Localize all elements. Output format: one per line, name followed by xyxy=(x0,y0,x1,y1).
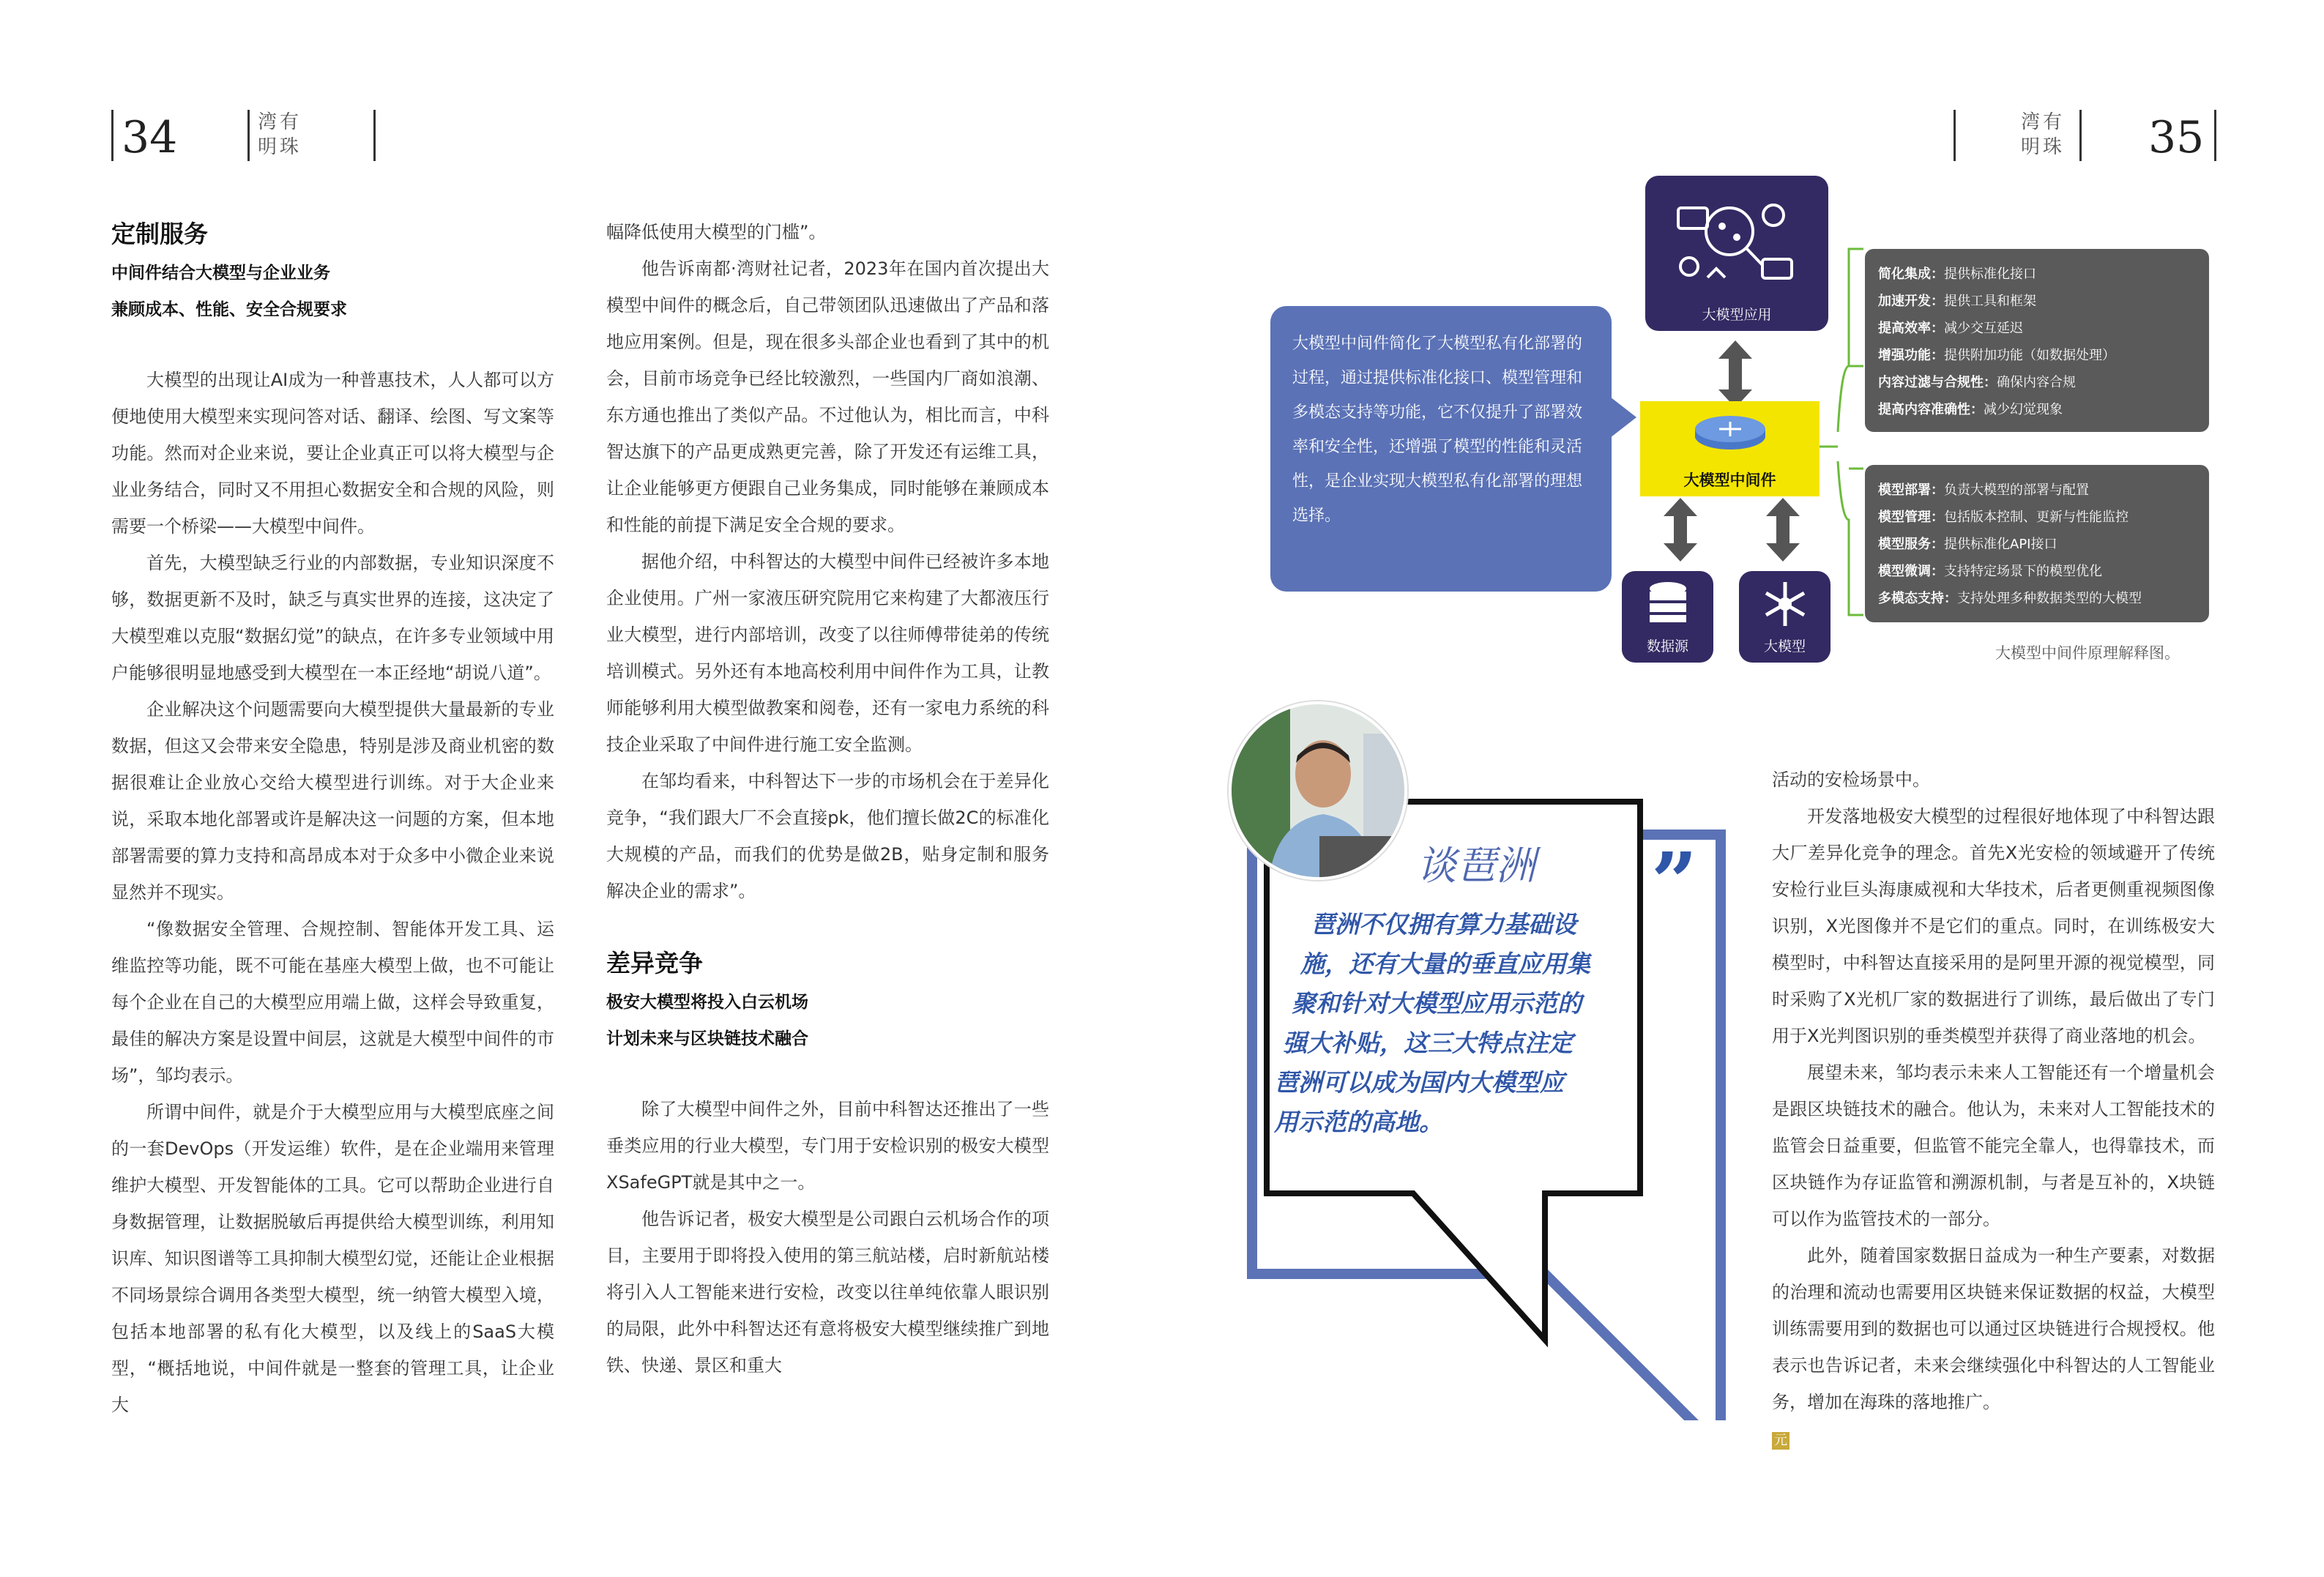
left-header-bar-2 xyxy=(247,110,250,161)
right-page-number: 35 xyxy=(2148,112,2205,163)
left-magazine-logo xyxy=(258,110,302,160)
left-page-number: 34 xyxy=(122,112,178,163)
app-box xyxy=(1645,176,1828,331)
quote-mark: ” xyxy=(1651,835,1698,929)
section-title-custom-service: 定制服务 xyxy=(111,220,208,248)
paragraph: 首先，大模型缺乏行业的内部数据，专业知识深度不够，数据更新不及时，缺乏与真实世界的连接，这决定了大模型难以克服“数据幻觉”的缺点，在许多专业领域中用户能够很明显地感受到大模型在一本正经地“胡说八道”。 xyxy=(111,553,554,683)
snowflake-icon xyxy=(1759,578,1811,630)
quote-line: 琶洲可以成为国内大模型应 xyxy=(1274,1068,1564,1097)
feature-row: 模型部署：负责大模型的部署与配置 xyxy=(1878,482,2089,498)
magazine-line-1: 湾有 xyxy=(2021,111,2066,133)
paragraph: 活动的安检场景中。 xyxy=(1772,769,1930,790)
end-mark: 元 xyxy=(1772,1432,1789,1450)
paragraph: 他告诉记者，极安大模型是公司跟白云机场合作的项目，主要用于即将投入使用的第三航站楼，启时新航站楼将引入人工智能来进行安检，改变以往单纯依靠人眼识别的局限，此外中科智达还有意将极安大模型继续推广到地铁、快递、景区和重大 xyxy=(606,1209,1049,1376)
paragraph: 除了大模型中间件之外，目前中科智达还推出了一些垂类应用的行业大模型，专门用于安检识别的极安大模型XSafeGPT就是其中之一。 xyxy=(606,1099,1049,1193)
quote-line: 聚和针对大模型应用示范的 xyxy=(1292,989,1582,1018)
paragraph: 幅降低使用大模型的门槛”。 xyxy=(606,222,827,242)
feature-row: 多模态支持：支持处理多种数据类型的大模型 xyxy=(1878,591,2142,606)
section-title-differentiation: 差异竞争 xyxy=(606,949,703,977)
right-header-bar-3 xyxy=(2214,110,2216,161)
app-box-label: 大模型应用 xyxy=(1702,307,1772,323)
section-subtitle-2: 计划未来与区块链技术融合 xyxy=(606,1029,808,1048)
data-source-box xyxy=(1622,571,1713,663)
quote-line: 施，还有大量的垂直应用集 xyxy=(1300,950,1590,978)
paragraph: “像数据安全管理、合规控制、智能体开发工具、运维监控等功能，既不可能在基座大模型上做，也不可能让每个企业在自己的大模型应用端上做，这样会导致重复，最佳的解决方案是设置中间层，这就是大模型中间件的市场”，邹均表示。 xyxy=(111,919,554,1086)
right-magazine-logo xyxy=(2021,110,2065,160)
paragraph: 企业解决这个问题需要向大模型提供大量最新的专业数据，但这又会带来安全隐患，特别是涉及商业机密的数据很难让企业放心交给大模型进行训练。对于大企业来说，采取本地化部署或许是解决这一问题的方案，但本地部署需要的算力支持和高昂成本对于众多中小微企业来说显然并不现实。 xyxy=(111,699,554,903)
paragraph: 大模型的出现让AI成为一种普惠技术，人人都可以方便地使用大模型来实现问答对话、翻译、绘图、写文案等功能。然而对企业来说，要让企业真正可以将大模型与企业业务结合，同时又不用担心数据安全和合规的风险，则需要一个桥梁——大模型中间件。 xyxy=(111,370,554,537)
quote-text xyxy=(1274,905,1655,1142)
paragraph: 据他介绍，中科智达的大模型中间件已经被许多本地企业使用。广州一家液压研究院用它来构建了大都液压行业大模型，进行内部培训，改变了以往师傅带徒弟的传统培训模式。另外还有本地高校利用中间件作为工具，让教师能够利用大模型做教案和阅卷，还有一家电力系统的科技企业采取了中间件进行施工安全监测。 xyxy=(606,551,1049,755)
section-subtitle-1: 极安大模型将投入白云机场 xyxy=(606,993,808,1012)
magazine-line-2: 明珠 xyxy=(258,136,302,158)
diagram-caption: 大模型中间件原理解释图。 xyxy=(1995,644,2180,662)
left-header-bar-3 xyxy=(373,110,376,161)
database-icon xyxy=(1642,578,1694,630)
features-top-box xyxy=(1865,249,2209,432)
paragraph: 所谓中间件，就是介于大模型应用与大模型底座之间的一套DevOps（开发运维）软件，是在企业端用来管理维护大模型、开发智能体的工具。它可以帮助企业进行自身数据管理，让数据脱敏后再提供给大模型训练，利用知识库、知识图谱等工具抑制大模型幻觉，还能让企业根据不同场景综合调用各类型大模型，统一纳管大模型入境，包括本地部署的私有化大模型，以及线上的SaaS大模型，“概括地说，中间件就是一整套的管理工具，让企业大 xyxy=(111,1102,554,1415)
quote-line: 用示范的高地。 xyxy=(1274,1108,1443,1136)
feature-row: 提高效率：减少交互延迟 xyxy=(1878,321,2023,336)
quote-speaker-name: 谈琶洲 xyxy=(1417,843,1535,889)
middleware-box xyxy=(1640,401,1820,496)
column-3 xyxy=(1772,761,2215,1457)
large-model-label: 大模型 xyxy=(1763,638,1806,655)
right-header-bar-2 xyxy=(2079,110,2082,161)
middleware-box-label: 大模型中间件 xyxy=(1683,471,1776,489)
magazine-line-1: 湾有 xyxy=(258,111,302,133)
feature-row: 简化集成：提供标准化接口 xyxy=(1878,266,2036,282)
column-1 xyxy=(111,214,554,1423)
feature-row: 加速开发：提供工具和框架 xyxy=(1878,294,2036,309)
feature-row: 模型管理：包括版本控制、更新与性能监控 xyxy=(1878,510,2129,525)
paragraph: 开发落地极安大模型的过程很好地体现了中科智达跟大厂差异化竞争的理念。首先X光安检的领域避开了传统安检行业巨头海康威视和大华技术，后者更侧重视频图像识别，X光图像并不是它们的重点。同时，在训练极安大模型时，中科智达直接采用的是阿里开源的视觉模型，同时采购了X光机厂家的数据进行了训练，最后做出了专门用于X光判图识别的垂类模型并获得了商业落地的机会。 xyxy=(1772,806,2215,1046)
paragraph: 此外，随着国家数据日益成为一种生产要素，对数据的治理和流动也需要用区块链来保证数据的权益，大模型训练需要用到的数据也可以通过区块链进行合规授权。他表示也告诉记者，未来会继续强化中科智达的人工智能业务，增加在海珠的落地推广。 xyxy=(1772,1245,2215,1412)
section-subtitle-2: 兼顾成本、性能、安全合规要求 xyxy=(111,300,347,319)
middleware-diagram xyxy=(1270,176,2215,674)
column-2 xyxy=(606,214,1049,1384)
person-icon xyxy=(1232,704,1407,880)
feature-row: 模型服务：提供标准化API接口 xyxy=(1878,537,2057,552)
data-source-label: 数据源 xyxy=(1646,638,1688,655)
paragraph: 展望未来，邹均表示未来人工智能还有一个增量机会是跟区块链技术的融合。他认为，未来对人工智能技术的监管会日益重要，但监管不能完全靠人，也得靠技术，而区块链作为存证监管和溯源机制，与者是互补的，X块链可以作为监管技术的一部分。 xyxy=(1772,1062,2215,1229)
left-header-bar-1 xyxy=(111,110,113,161)
feature-row: 提高内容准确性：减少幻觉现象 xyxy=(1878,402,2063,417)
right-header-bar-1 xyxy=(1954,110,1956,161)
quote-line: 琶洲不仅拥有算力基础设 xyxy=(1311,910,1576,939)
magazine-line-2: 明珠 xyxy=(2021,136,2066,158)
section-subtitle-1: 中间件结合大模型与企业业务 xyxy=(111,264,330,283)
interviewee-photo xyxy=(1229,701,1407,880)
feature-row: 模型微调：支持特定场景下的模型优化 xyxy=(1878,564,2102,579)
paragraph: 他告诉南都·湾财社记者，2023年在国内首次提出大模型中间件的概念后，自己带领团队迅速做出了产品和落地应用案例。但是，现在很多头部企业也看到了其中的机会，目前市场竞争已经比较激烈，一些国内厂商如浪潮、东方通也推出了类似产品。不过他认为，相比而言，中科智达旗下的产品更成熟更完善，除了开发还有运维工具，让企业能够更方便跟自己业务集成，同时能够在兼顾成本和性能的前提下满足安全合规的要求。 xyxy=(606,258,1049,535)
app-icons xyxy=(1664,186,1810,296)
diagram-callout: 大模型中间件简化了大模型私有化部署的过程，通过提供标准化接口、模型管理和多模态支持等功能，它不仅提升了部署效率和安全性，还增强了模型的性能和灵活性，是企业实现大模型私有化部署的理想选择。 xyxy=(1270,306,1612,592)
large-model-box xyxy=(1739,571,1830,663)
features-bottom-box xyxy=(1865,465,2209,622)
paragraph: 在邹均看来，中科智达下一步的市场机会在于差异化竞争，“我们跟大厂不会直接pk，他们擅长做2C的标准化大规模的产品，而我们的优势是做2B，贴身定制和服务解决企业的需求”。 xyxy=(606,771,1049,901)
feature-row: 内容过滤与合规性：确保内容合规 xyxy=(1878,375,2076,390)
feature-row: 增强功能：提供附加功能（如数据处理） xyxy=(1878,348,2115,363)
quote-line: 强大补贴，这三大特点注定 xyxy=(1283,1029,1573,1057)
router-icon xyxy=(1690,407,1770,458)
